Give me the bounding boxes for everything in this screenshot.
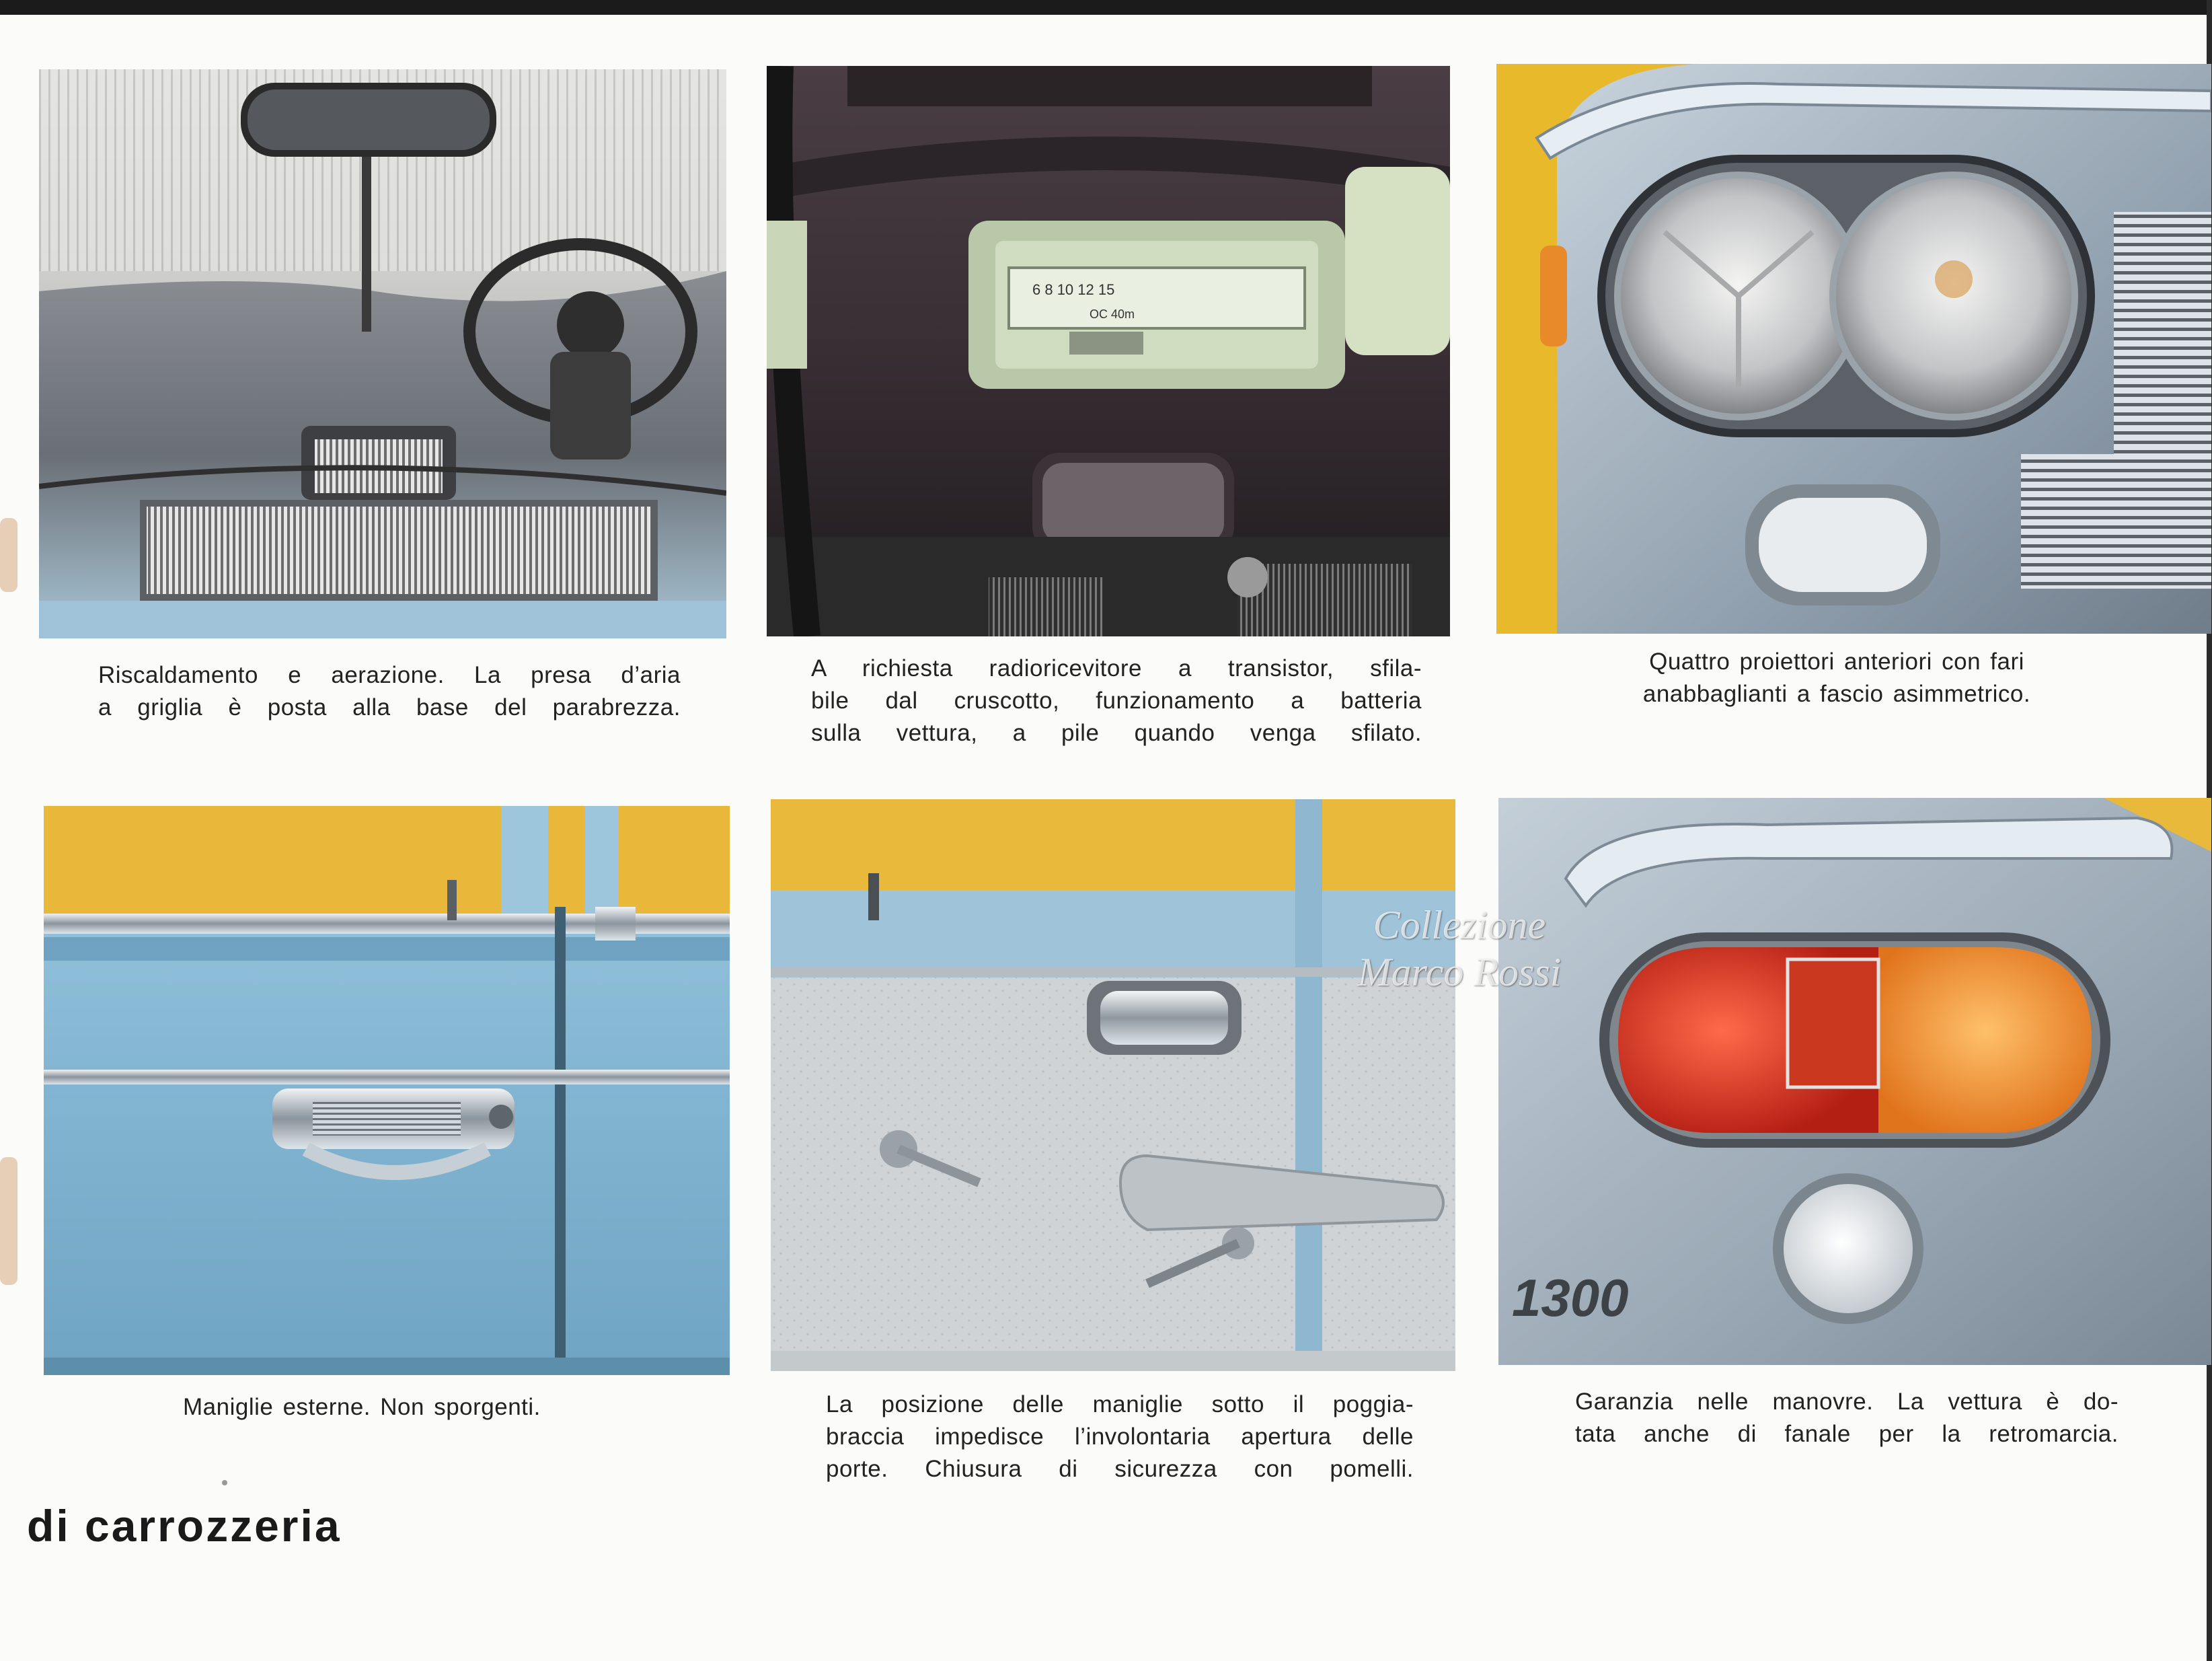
caption-line: La posizione delle maniglie sotto il poggia- <box>826 1391 1414 1417</box>
caption-line: Riscaldamento e aerazione. La presa d’aria <box>98 662 681 688</box>
caption-riscaldamento <box>98 659 681 724</box>
photo-radio-receiver <box>767 66 1450 636</box>
caption-line: Maniglie esterne. Non sporgenti. <box>183 1394 541 1420</box>
caption-line: a griglia è posta alla base del parabrezza. <box>98 694 681 721</box>
photo-ventilation-grille <box>39 69 726 638</box>
paper-speck <box>222 1480 227 1485</box>
caption-maniglie-esterne <box>183 1391 654 1424</box>
caption-line: braccia impedisce l’involontaria apertura delle <box>826 1424 1414 1450</box>
paper-stain <box>0 518 17 592</box>
section-title: di carrozzeria <box>27 1501 342 1551</box>
caption-line: tata anche di fanale per la retromarcia. <box>1575 1421 2119 1447</box>
photo-exterior-handle <box>44 806 730 1375</box>
caption-posizione-maniglie <box>826 1389 1414 1485</box>
caption-line: A richiesta radioricevitore a transistor, sfila- <box>811 655 1422 681</box>
caption-line: porte. Chiusura di sicurezza con pomelli. <box>826 1456 1414 1482</box>
caption-garanzia <box>1575 1386 2119 1450</box>
badge-1300: 1300 <box>1512 1268 1629 1327</box>
caption-line: anabbaglianti a fascio asimmetrico. <box>1642 681 2031 707</box>
photo-headlights <box>1496 64 2211 634</box>
watermark <box>1345 901 1574 996</box>
radio-dial-label: 6 8 10 12 15 <box>1032 281 1115 298</box>
watermark-line: Collezione <box>1373 903 1546 947</box>
scan-top-edge <box>0 0 2212 15</box>
caption-line: sulla vettura, a pile quando venga sfilato. <box>811 720 1422 746</box>
caption-radio <box>811 653 1422 749</box>
watermark-line: Marco Rossi <box>1357 950 1562 994</box>
caption-line: bile dal cruscotto, funzionamento a batteria <box>811 688 1422 714</box>
caption-proiettori <box>1559 646 2114 710</box>
photo-interior-door-panel <box>771 799 1455 1371</box>
paper-stain <box>0 1157 17 1285</box>
photo-tail-light <box>1498 798 2211 1365</box>
radio-band-label: OC 40m <box>1090 307 1135 321</box>
caption-line: Quattro proiettori anteriori con fari <box>1649 649 2024 675</box>
caption-line: Garanzia nelle manovre. La vettura è do- <box>1575 1389 2119 1415</box>
